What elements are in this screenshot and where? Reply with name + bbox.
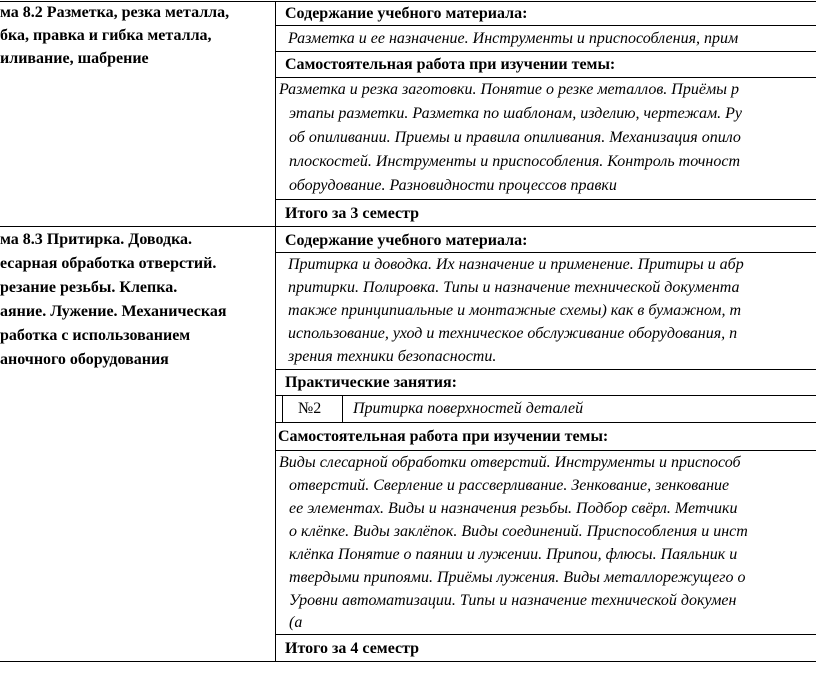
topic-divider [0, 226, 816, 227]
row-divider [275, 422, 816, 423]
topic-83-self-work-line: (а [289, 614, 303, 631]
topic-82-content-header: Содержание учебного материала: [285, 5, 528, 22]
topic-82-self-work-line: об опиливании. Приемы и правила опиливания. Механизация опило [289, 129, 741, 146]
topic-83-title-line: ма 8.3 Притирка. Доводка. [0, 231, 193, 248]
column-divider [275, 1, 276, 662]
row-divider [275, 634, 816, 635]
topic-83-content-line: притирки. Полировка. Типы и назначение технической документа [288, 279, 740, 296]
topic-82-title-line: иливание, шабрение [0, 50, 149, 67]
row-divider [275, 395, 816, 396]
topic-83-total: Итого за 4 семестр [285, 640, 420, 657]
topic-82-self-work-line: Разметка и резка заготовки. Понятие о резке металлов. Приёмы р [279, 81, 739, 98]
practice-number-left-border [282, 395, 283, 423]
topic-83-content-line: использование, уход и техническое обслуживание оборудования, п [288, 325, 738, 342]
practice-number: №2 [298, 400, 322, 417]
topic-83-content-header: Содержание учебного материала: [285, 232, 528, 249]
topic-83-content-line: зрения техники безопасности. [288, 348, 497, 365]
row-divider [275, 369, 816, 370]
row-divider [275, 77, 816, 78]
topic-82-self-work-header: Самостоятельная работа при изучении темы: [285, 56, 616, 73]
practice-number-right-border [342, 395, 343, 423]
row-divider [275, 199, 816, 200]
topic-82-self-work-line: оборудование. Разновидности процессов правки [289, 177, 617, 194]
topic-83-self-work-line: ее элементах. Виды и назначения резьбы. Подбор свёрл. Метчики [289, 500, 738, 517]
table-bottom-border [0, 661, 816, 662]
topic-82-total: Итого за 3 семестр [285, 205, 420, 222]
topic-83-practice-header: Практические занятия: [285, 374, 457, 391]
topic-83-title-line: аночного оборудования [0, 351, 169, 368]
topic-83-title-line: резание резьбы. Клепка. [0, 279, 178, 296]
row-divider [275, 252, 816, 253]
topic-82-content-text: Разметка и ее назначение. Инструменты и приспособления, прим [288, 30, 739, 47]
topic-83-self-work-header: Самостоятельная работа при изучении темы: [278, 428, 609, 445]
topic-83-title-line: работка с использованием [0, 327, 191, 344]
topic-83-self-work-line: отверстий. Сверление и рассверливание. Зенкование, зенкование [289, 477, 730, 494]
row-divider [275, 25, 816, 26]
topic-83-title-line: есарная обработка отверстий. [0, 255, 217, 272]
topic-82-self-work-line: этапы разметки. Разметка по шаблонам, изделию, чертежам. Ру [289, 105, 743, 122]
topic-83-content-line: Притирка и доводка. Их назначение и применение. Притиры и абр [288, 256, 744, 273]
topic-82-title-line: бка, правка и гибка металла, [0, 27, 212, 44]
topic-83-self-work-line: Уровни автоматизации. Типы и назначение технической докумен [289, 592, 737, 609]
row-divider [275, 450, 816, 451]
topic-82-title-line: ма 8.2 Разметка, резка металла, [0, 4, 230, 21]
topic-83-content-line: также принципиальные и монтажные схемы) как в бумажном, т [288, 302, 742, 319]
topic-83-self-work-line: Виды слесарной обработки отверстий. Инструменты и приспособ [279, 454, 741, 471]
topic-82-self-work-line: плоскостей. Инструменты и приспособления. Контроль точност [289, 153, 741, 170]
topic-83-title-line: аяние. Лужение. Механическая [0, 303, 227, 320]
row-divider [275, 51, 816, 52]
topic-83-self-work-line: твердыми припоями. Приёмы лужения. Виды металлорежущего о [289, 569, 746, 586]
topic-83-self-work-line: о клёпке. Виды заклёпок. Виды соединений. Приспособления и инст [289, 523, 748, 540]
practice-text: Притирка поверхностей деталей [353, 400, 584, 417]
topic-83-self-work-line: клёпка Понятие о паянии и лужении. Припои, флюсы. Паяльник и [289, 546, 738, 563]
